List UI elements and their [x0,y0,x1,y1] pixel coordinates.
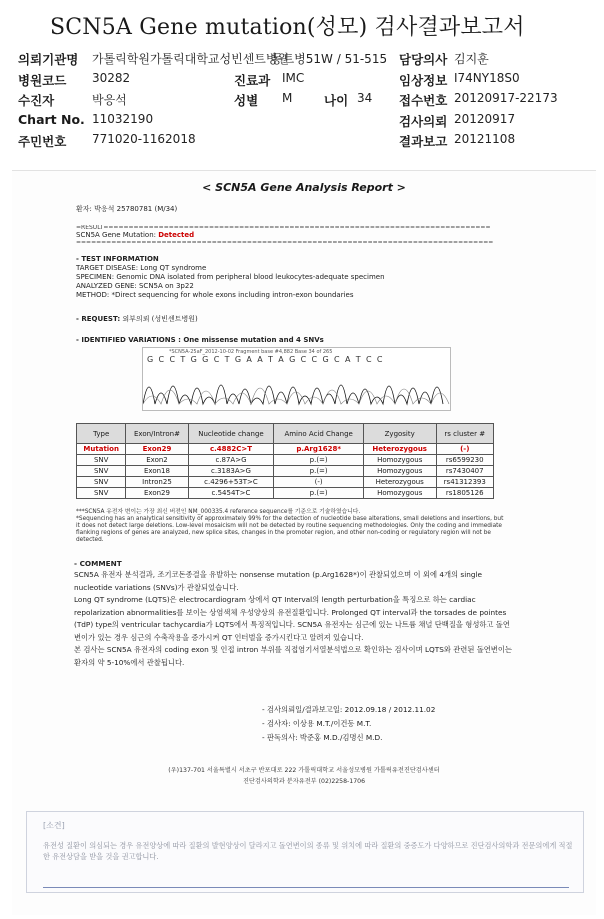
th-type: Type [77,424,126,444]
analysis-report-sheet [12,170,596,915]
table-row: SNV Exon18 c.3183A>G p.(=) Homozygous rs7430407 [77,466,494,477]
th-nucleotide: Nucleotide change [188,424,274,444]
specimen: SPECIMEN: Genomic DNA isolated from peripheral blood leukocytes-adequate specimen [76,273,385,281]
sequencing-chromatogram [142,347,451,411]
report-date-value: 20121108 [454,132,516,146]
ward-value: 동트병51W / 51-515 [271,52,388,66]
result-rule: =RESULT============================================================================= [76,225,491,231]
th-rs-cluster: rs cluster # [436,424,494,444]
institution-value: 가톨릭학원가톨릭대학교성빈센트병원 [92,52,290,66]
chromatogram-sequence: G C C T G G C T G A A T A G C C G C A T C C [147,355,384,364]
chromatogram-header: *SCN5A-25aF_2012-10-02 Fragment base #4,882 Base 34 of 265 [169,349,333,355]
th-exon: Exon/Intron# [126,424,188,444]
result-rule-bottom: =================================================================================== [76,240,494,246]
rrn-value: 771020-1162018 [92,132,196,146]
request-date-label: 검사의뢰 [399,113,448,129]
result-prefix: SCN5A Gene Mutation: [76,231,159,239]
doctor-label: 담당의사 [399,52,448,67]
variations-table [76,423,494,499]
reference-note: ***SCN5A 유전자 변이는 가장 최신 버전인 NM_000335.4 reference sequence를 기준으로 기술하였습니다. [76,509,361,515]
comment-paragraph-1: SCN5A 유전자 분석결과, 조기코돈종결을 유발하는 nonsense mutation (p.Arg1628*)이 관찰되었으며 이 외에 4개의 single nucleotide variations (SNVs)가 관찰되었습니다. [74,570,482,592]
th-amino-acid: Amino Acid Change [274,424,363,444]
dept-value: IMC [282,70,305,85]
request-heading: - REQUEST: [76,315,121,323]
comment-paragraph-2: Long QT syndrome (LQTS)은 electrocardiogram 상에서 QT Interval의 length perturbation을 특징으로 하는 cardiac repolarization abnormalities를 보이는 상염색체 우성양상의 유전질환입니다. Prolonged QT interval과 the torsades de pointes (TdP) type의 ventricular tachycardia가 LQTS에서 특징적입니다. SCN5A 유전자는 심근에 있는 나트륨 채널 단백질을 형성하고 돌연변이가 있는 경우 심근의 수축작용을 증가시켜 QT 인터벌을 증가시킨다고 알려져 있습니다. [74,595,510,642]
hospital-code-label: 병원코드 [18,72,67,88]
dept-label: 진료과 [234,72,271,88]
hospital-code-value: 30282 [92,70,131,85]
opinion-heading: [소견] [43,821,65,830]
result-value: Detected [158,231,195,239]
lab-address: (우)137-701 서울특별시 서초구 반포대로 222 가톨릭대학교 서울성모병원 가톨릭유전진단검사센터 진단검사의학과 분자유전부 (02)2258-1706 [168,767,440,785]
table-row: Mutation Exon29 c.4882C>T p.Arg1628* Heterozygous (-) [77,444,494,455]
receipt-value: 20120917-22173 [454,91,558,105]
request-line [76,315,536,324]
page-title: SCN5A Gene mutation(성모) 검사결과보고서 [50,15,525,40]
chart-label: Chart No. [18,111,85,127]
reading-physicians: - 판독의사: 박준홍 M.D./김명신 M.D. [262,733,383,742]
variations-table-header [77,424,494,444]
institution-label: 의뢰기관명 [18,52,79,67]
comment-section [74,559,514,669]
comment-heading: - COMMENT [74,559,122,568]
target-disease: TARGET DISEASE: Long QT syndrome [76,264,207,272]
method: METHOD: *Direct sequencing for whole exons including intron-exon boundaries [76,291,354,299]
report-date-label: 결과보고 [399,134,448,149]
age-label: 나이 [324,93,349,108]
report-header [18,50,598,153]
analysis-report-title: < SCN5A Gene Analysis Report > [202,181,406,194]
signature-block [262,703,435,745]
opinion-box [26,811,584,893]
sex-value: M [282,91,293,105]
clinical-label: 임상정보 [399,72,448,88]
opinion-text: 유전성 질환이 의심되는 경우 유전양상에 따라 질환의 발현양상이 달라지고 돌연변이의 종류 및 위치에 따라 질환의 중증도가 다양하므로 진단검사의학과 전문의에게 적절한 유전상담을 받을 것을 권고합니다. [43,841,573,861]
request-value: 외부의뢰 (성빈센트병원) [122,315,198,323]
patient-label: 수진자 [18,93,55,108]
table-row: SNV Exon29 c.5454T>C p.(=) Homozygous rs1805126 [77,488,494,499]
request-date-value: 20120917 [454,111,516,126]
result-block [76,225,536,246]
report-patient-line: 환자: 박응석 25780781 (M/34) [76,205,178,213]
report-dates: - 검사의뢰일/결과보고일: 2012.09.18 / 2012.11.02 [262,705,436,714]
th-zygosity: Zygosity [363,424,436,444]
rrn-label: 주민번호 [18,134,67,149]
test-info-heading: - TEST INFORMATION [76,255,159,263]
doctor-value: 김지훈 [454,52,489,66]
chart-value: 11032190 [92,111,154,126]
examiners: - 검사자: 이상용 M.T./이건동 M.T. [262,719,372,728]
analyzed-gene: ANALYZED GENE: SCN5A on 3p22 [76,282,194,290]
opinion-divider [43,887,569,888]
patient-value: 박응석 [92,93,127,107]
table-row: SNV Intron25 c.4296+53T>C (-) Heterozygous rs41312393 [77,477,494,488]
age-value: 34 [357,91,373,105]
comment-paragraph-3: 본 검사는 SCN5A 유전자의 coding exon 및 인접 intron 부위를 직접염기서열분석법으로 확인하는 검사이며 LQTS와 관련된 돌연변이는 환자의 약 5-10%에서 관찰됩니다. [74,645,512,667]
sensitivity-note: *Sequencing has an analytical sensitivity of approximately 99% for the detection of nucleotide base alterations, small deletions and insertions, but it does not detect large deletions. Low-level mosaicism will not be detected by routine sequencing methodologies. Only the coding and immediate flanking regions of genes are analyzed, new splice sites, changes in the promoter region, and other non-coding or regulatory region will not be detected. [76,516,504,543]
variations-heading: - IDENTIFIED VARIATIONS : One missense mutation and 4 SNVs [76,336,324,344]
clinical-value: I74NY18S0 [454,70,520,85]
sex-label: 성별 [234,93,259,108]
table-notes [76,509,506,544]
receipt-label: 접수번호 [399,93,448,108]
chromatogram-trace [143,364,450,410]
test-information [76,255,536,300]
table-row: SNV Exon2 c.87A>G p.(=) Homozygous rs6599230 [77,455,494,466]
